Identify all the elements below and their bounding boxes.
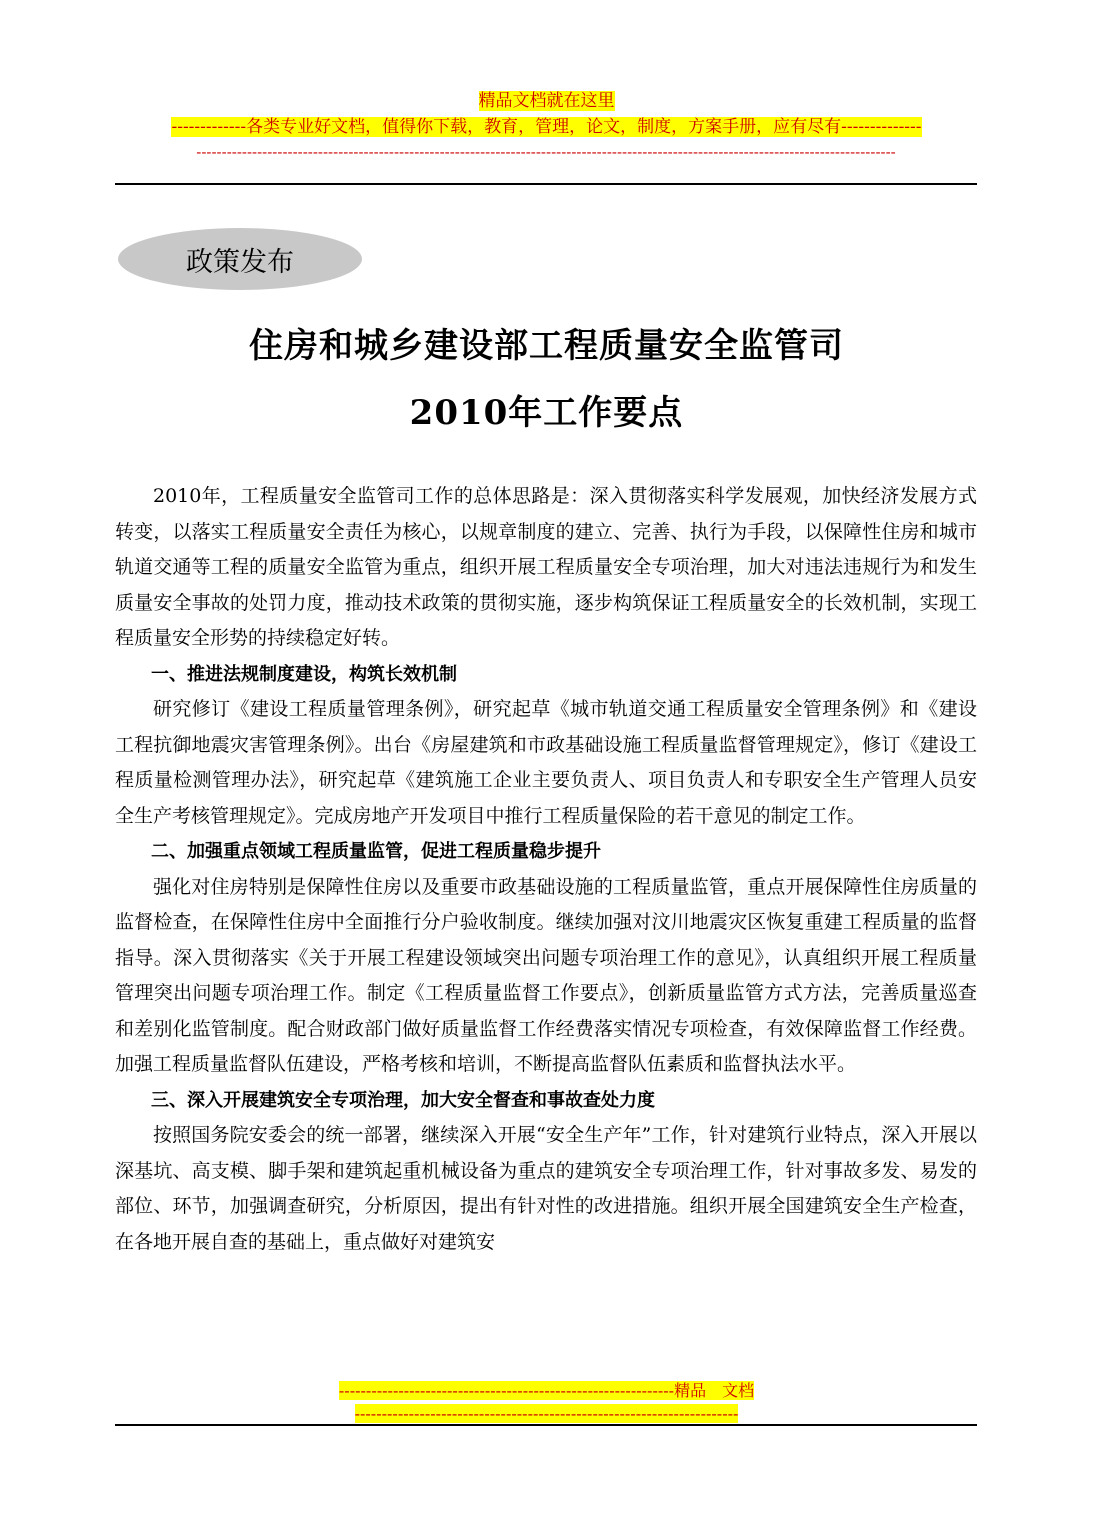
document-title-line-1: 住房和城乡建设部工程质量安全监管司 — [249, 326, 844, 366]
section-badge — [118, 228, 362, 290]
header-line-1 — [0, 90, 1093, 112]
footer-line-2 — [0, 1405, 1093, 1423]
section-heading-2: 二、加强重点领域工程质量监管，促进工程质量稳步提升 — [151, 841, 601, 862]
paragraph-section-1: 研究修订《建设工程质量管理条例》，研究起草《城市轨道交通工程质量安全管理条例》和《建设工程抗御地震灾害管理条例》。出台《房屋建筑和市政基础设施工程质量监督管理规定》，修订《建设工程质量检测管理办法》，研究起草《建筑施工企业主要负责人、项目负责人和专职安全生产管理人员安全生产考核管理规定》。完成房地产开发项目中推行工程质量保险的若干意见的制定工作。 — [115, 698, 977, 827]
badge-label: 政策发布 — [186, 246, 294, 278]
paragraph-section-2: 强化对住房特别是保障性住房以及重要市政基础设施的工程质量监管，重点开展保障性住房质量的监督检查，在保障性住房中全面推行分户验收制度。继续加强对汶川地震灾区恢复重建工程质量的监督指导。深入贯彻落实《关于开展工程建设领域突出问题专项治理工作的意见》，认真组织开展工程质量管理突出问题专项治理工作。制定《工程质量监督工作要点》，创新质量监管方式方法，完善质量巡查和差别化监管制度。配合财政部门做好质量监督工作经费落实情况专项检查，有效保障监督工作经费。加强工程质量监督队伍建设，严格考核和培训，不断提高监督队伍素质和监督执法水平。 — [115, 875, 977, 1075]
header-divider — [115, 183, 977, 185]
header-title: 精品文档就在这里 — [478, 91, 615, 111]
header-slogan: -------------各类专业好文档，值得你下载，教育，管理，论文，制度，方案手册，应有尽有-------------- — [171, 117, 922, 137]
footer-dashes: ----------------------------------------------------------------------- — [354, 1404, 739, 1423]
header-line-2 — [0, 116, 1093, 138]
paragraph-intro: 2010年，工程质量安全监管司工作的总体思路是：深入贯彻落实科学发展观，加快经济发展方式转变，以落实工程质量安全责任为核心，以规章制度的建立、完善、执行为手段，以保障性住房和城市轨道交通等工程的质量安全监管为重点，组织开展工程质量安全专项治理，加大对违法违规行为和发生质量安全事故的处罚力度，推动技术政策的贯彻实施，逐步构筑保证工程质量安全的长效机制，实现工程质量安全形势的持续稳定好转。 — [115, 485, 977, 649]
paragraph-section-3: 按照国务院安委会的统一部署，继续深入开展“安全生产年”工作，针对建筑行业特点，深入开展以深基坑、高支模、脚手架和建筑起重机械设备为重点的建筑安全专项治理工作，针对事故多发、易发的部位、环节，加强调查研究，分析原因，提出有针对性的改进措施。组织开展全国建筑安全生产检查，在各地开展自查的基础上，重点做好对建筑安 — [115, 1124, 977, 1253]
document-body — [115, 479, 977, 1260]
section-heading-3: 三、深入开展建筑安全专项治理，加大安全督查和事故查处力度 — [151, 1089, 655, 1111]
section-heading-1: 一、推进法规制度建设，构筑长效机制 — [151, 663, 457, 685]
footer-divider — [115, 1424, 977, 1426]
header-dash-line: ------------------------------------------------------------------------------------------------------------------------------------------ — [196, 143, 896, 161]
document-title-line-2: 2010年工作要点 — [409, 393, 684, 433]
footer-label: --------------------------------------------------------------精品 文档 — [338, 1381, 755, 1400]
footer-line-1 — [0, 1380, 1093, 1402]
